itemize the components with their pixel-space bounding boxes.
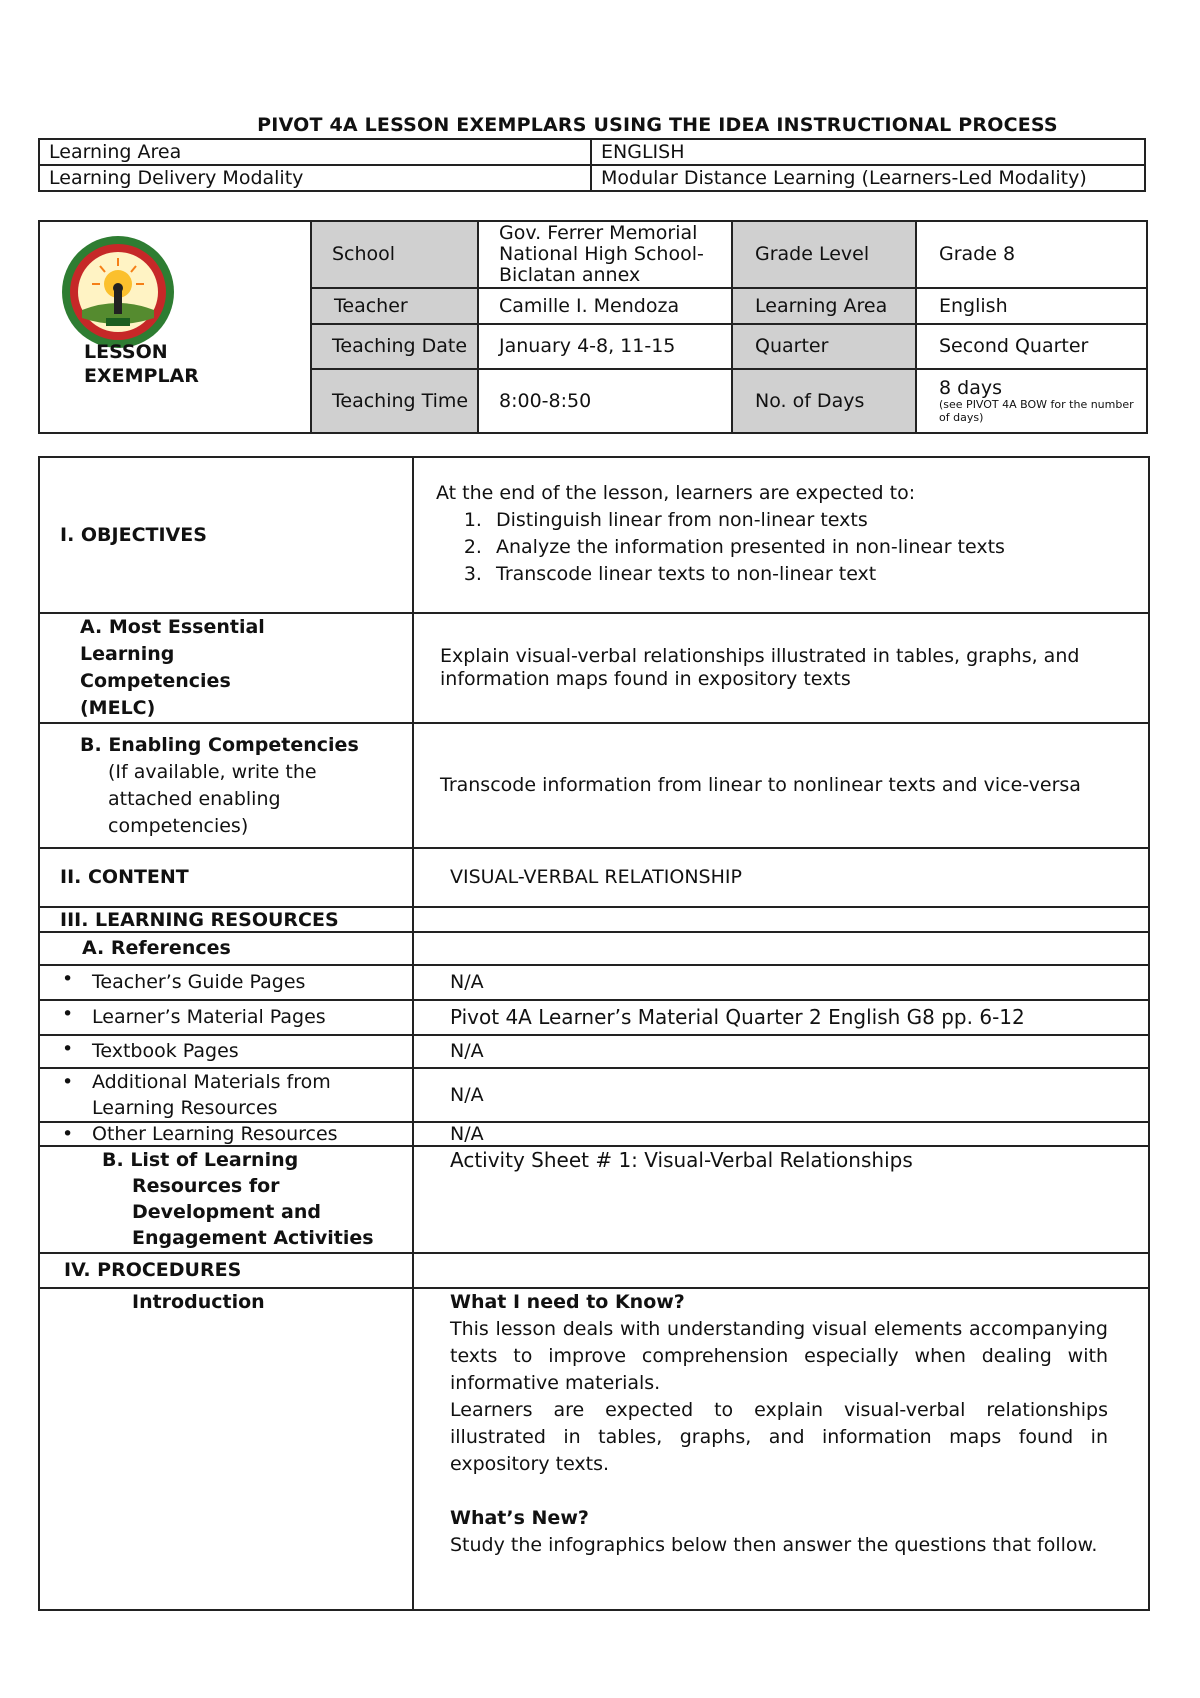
enabling-text: Transcode information from linear to nonlinear texts and vice-versa <box>413 723 1149 848</box>
teaching-date-label: Teaching Date <box>311 324 478 369</box>
school-value: Gov. Ferrer Memorial National High School-Biclatan annex <box>478 221 732 288</box>
table-row <box>39 221 1147 288</box>
list-resources-label: B. List of Learning Resources for Development and Engagement Activities <box>39 1146 413 1253</box>
table-row <box>39 165 1145 191</box>
enabling-sub: (If available, write the attached enabling competencies) <box>108 760 317 837</box>
other-resources-value: N/A <box>413 1122 1149 1146</box>
table-row <box>39 1288 1149 1610</box>
logo-cell <box>39 221 311 433</box>
days-label: No. of Days <box>732 369 916 433</box>
whats-new-text: Study the infographics below then answer the questions that follow. <box>450 1534 1098 1556</box>
school-label: School <box>311 221 478 288</box>
quarter-value: Second Quarter <box>916 324 1147 369</box>
table-row <box>39 1146 1149 1253</box>
textbook-pages-label: • Textbook Pages <box>39 1035 413 1068</box>
references-label: A. References <box>39 932 413 965</box>
page-title: PIVOT 4A LESSON EXEMPLARS USING THE IDEA INSTRUCTIONAL PROCESS <box>257 114 1058 136</box>
grade-level-value: Grade 8 <box>916 221 1147 288</box>
objectives-cell <box>413 457 1149 613</box>
teaching-date-value: January 4-8, 11-15 <box>478 324 732 369</box>
table-row <box>39 613 1149 723</box>
list-item: 3. Transcode linear texts to non-linear text <box>488 561 1140 588</box>
days-cell <box>916 369 1147 433</box>
whats-new-heading: What’s New? <box>450 1507 589 1529</box>
enabling-label: B. Enabling Competencies <box>80 733 359 756</box>
learning-area-label: Learning Area <box>39 139 591 165</box>
know-paragraph-1: This lesson deals with understanding visual elements accompanying texts to improve comprehension especially when dealing with informative materials. <box>450 1318 1108 1394</box>
know-paragraph-2: Learners are expected to explain visual-verbal relationships illustrated in tables, graphs, and information maps found in expository texts. <box>450 1399 1108 1475</box>
modality-value: Modular Distance Learning (Learners-Led Modality) <box>591 165 1145 191</box>
procedures-label: IV. PROCEDURES <box>39 1253 413 1288</box>
spacer <box>450 1478 1108 1505</box>
table-row <box>39 723 1149 848</box>
learning-area-value: ENGLISH <box>591 139 1145 165</box>
days-note: (see PIVOT 4A BOW for the number of days) <box>939 398 1134 424</box>
school-seal-icon <box>60 234 176 350</box>
table-row <box>39 932 1149 965</box>
list-item: 2. Analyze the information presented in non-linear texts <box>488 534 1140 561</box>
empty-cell <box>413 907 1149 932</box>
table-row <box>39 1068 1149 1122</box>
resources-label: III. LEARNING RESOURCES <box>39 907 413 932</box>
melc-label: A. Most Essential Learning Competencies (MELC) <box>39 613 413 723</box>
subject-value: English <box>916 288 1147 324</box>
table-row <box>39 907 1149 932</box>
content-text: VISUAL-VERBAL RELATIONSHIP <box>413 848 1149 907</box>
table-row <box>39 1253 1149 1288</box>
lm-pages-value: Pivot 4A Learner’s Material Quarter 2 English G8 pp. 6-12 <box>413 1000 1149 1035</box>
tg-pages-label: • Teacher’s Guide Pages <box>39 965 413 1000</box>
subject-label: Learning Area <box>732 288 916 324</box>
table-row <box>39 965 1149 1000</box>
objectives-label: I. OBJECTIVES <box>39 457 413 613</box>
area-modality-table <box>38 138 1146 192</box>
table-row <box>39 848 1149 907</box>
empty-cell <box>413 1253 1149 1288</box>
days-value: 8 days <box>939 377 1002 399</box>
table-row <box>39 1035 1149 1068</box>
teacher-value: Camille I. Mendoza <box>478 288 732 324</box>
lm-pages-label: • Learner’s Material Pages <box>39 1000 413 1035</box>
objectives-intro: At the end of the lesson, learners are expected to: <box>436 482 916 504</box>
lesson-exemplar-line2: EXEMPLAR <box>84 365 199 387</box>
additional-materials-value: N/A <box>413 1068 1149 1122</box>
enabling-cell <box>39 723 413 848</box>
table-row <box>39 139 1145 165</box>
other-resources-label: • Other Learning Resources <box>39 1122 413 1146</box>
table-row <box>39 1122 1149 1146</box>
grade-level-label: Grade Level <box>732 221 916 288</box>
modality-label: Learning Delivery Modality <box>39 165 591 191</box>
teaching-time-value: 8:00-8:50 <box>478 369 732 433</box>
lesson-plan-table <box>38 456 1150 1611</box>
quarter-label: Quarter <box>732 324 916 369</box>
additional-materials-label: • Additional Materials from Learning Resources <box>39 1068 413 1122</box>
objectives-list <box>436 507 1140 588</box>
lesson-exemplar-label <box>84 340 199 388</box>
content-label: II. CONTENT <box>39 848 413 907</box>
melc-text: Explain visual-verbal relationships illustrated in tables, graphs, and information maps found in expository texts <box>413 613 1149 723</box>
empty-cell <box>413 932 1149 965</box>
what-i-need-to-know-heading: What I need to Know? <box>450 1291 685 1313</box>
teacher-label: Teacher <box>311 288 478 324</box>
introduction-cell <box>413 1288 1149 1610</box>
lesson-exemplar-line1: LESSON <box>84 341 168 363</box>
tg-pages-value: N/A <box>413 965 1149 1000</box>
list-item: 1. Distinguish linear from non-linear texts <box>488 507 1140 534</box>
lesson-header-table <box>38 220 1148 434</box>
table-row <box>39 1000 1149 1035</box>
teaching-time-label: Teaching Time <box>311 369 478 433</box>
list-resources-value: Activity Sheet # 1: Visual-Verbal Relationships <box>413 1146 1149 1253</box>
introduction-label: Introduction <box>39 1288 413 1610</box>
table-row <box>39 457 1149 613</box>
textbook-pages-value: N/A <box>413 1035 1149 1068</box>
